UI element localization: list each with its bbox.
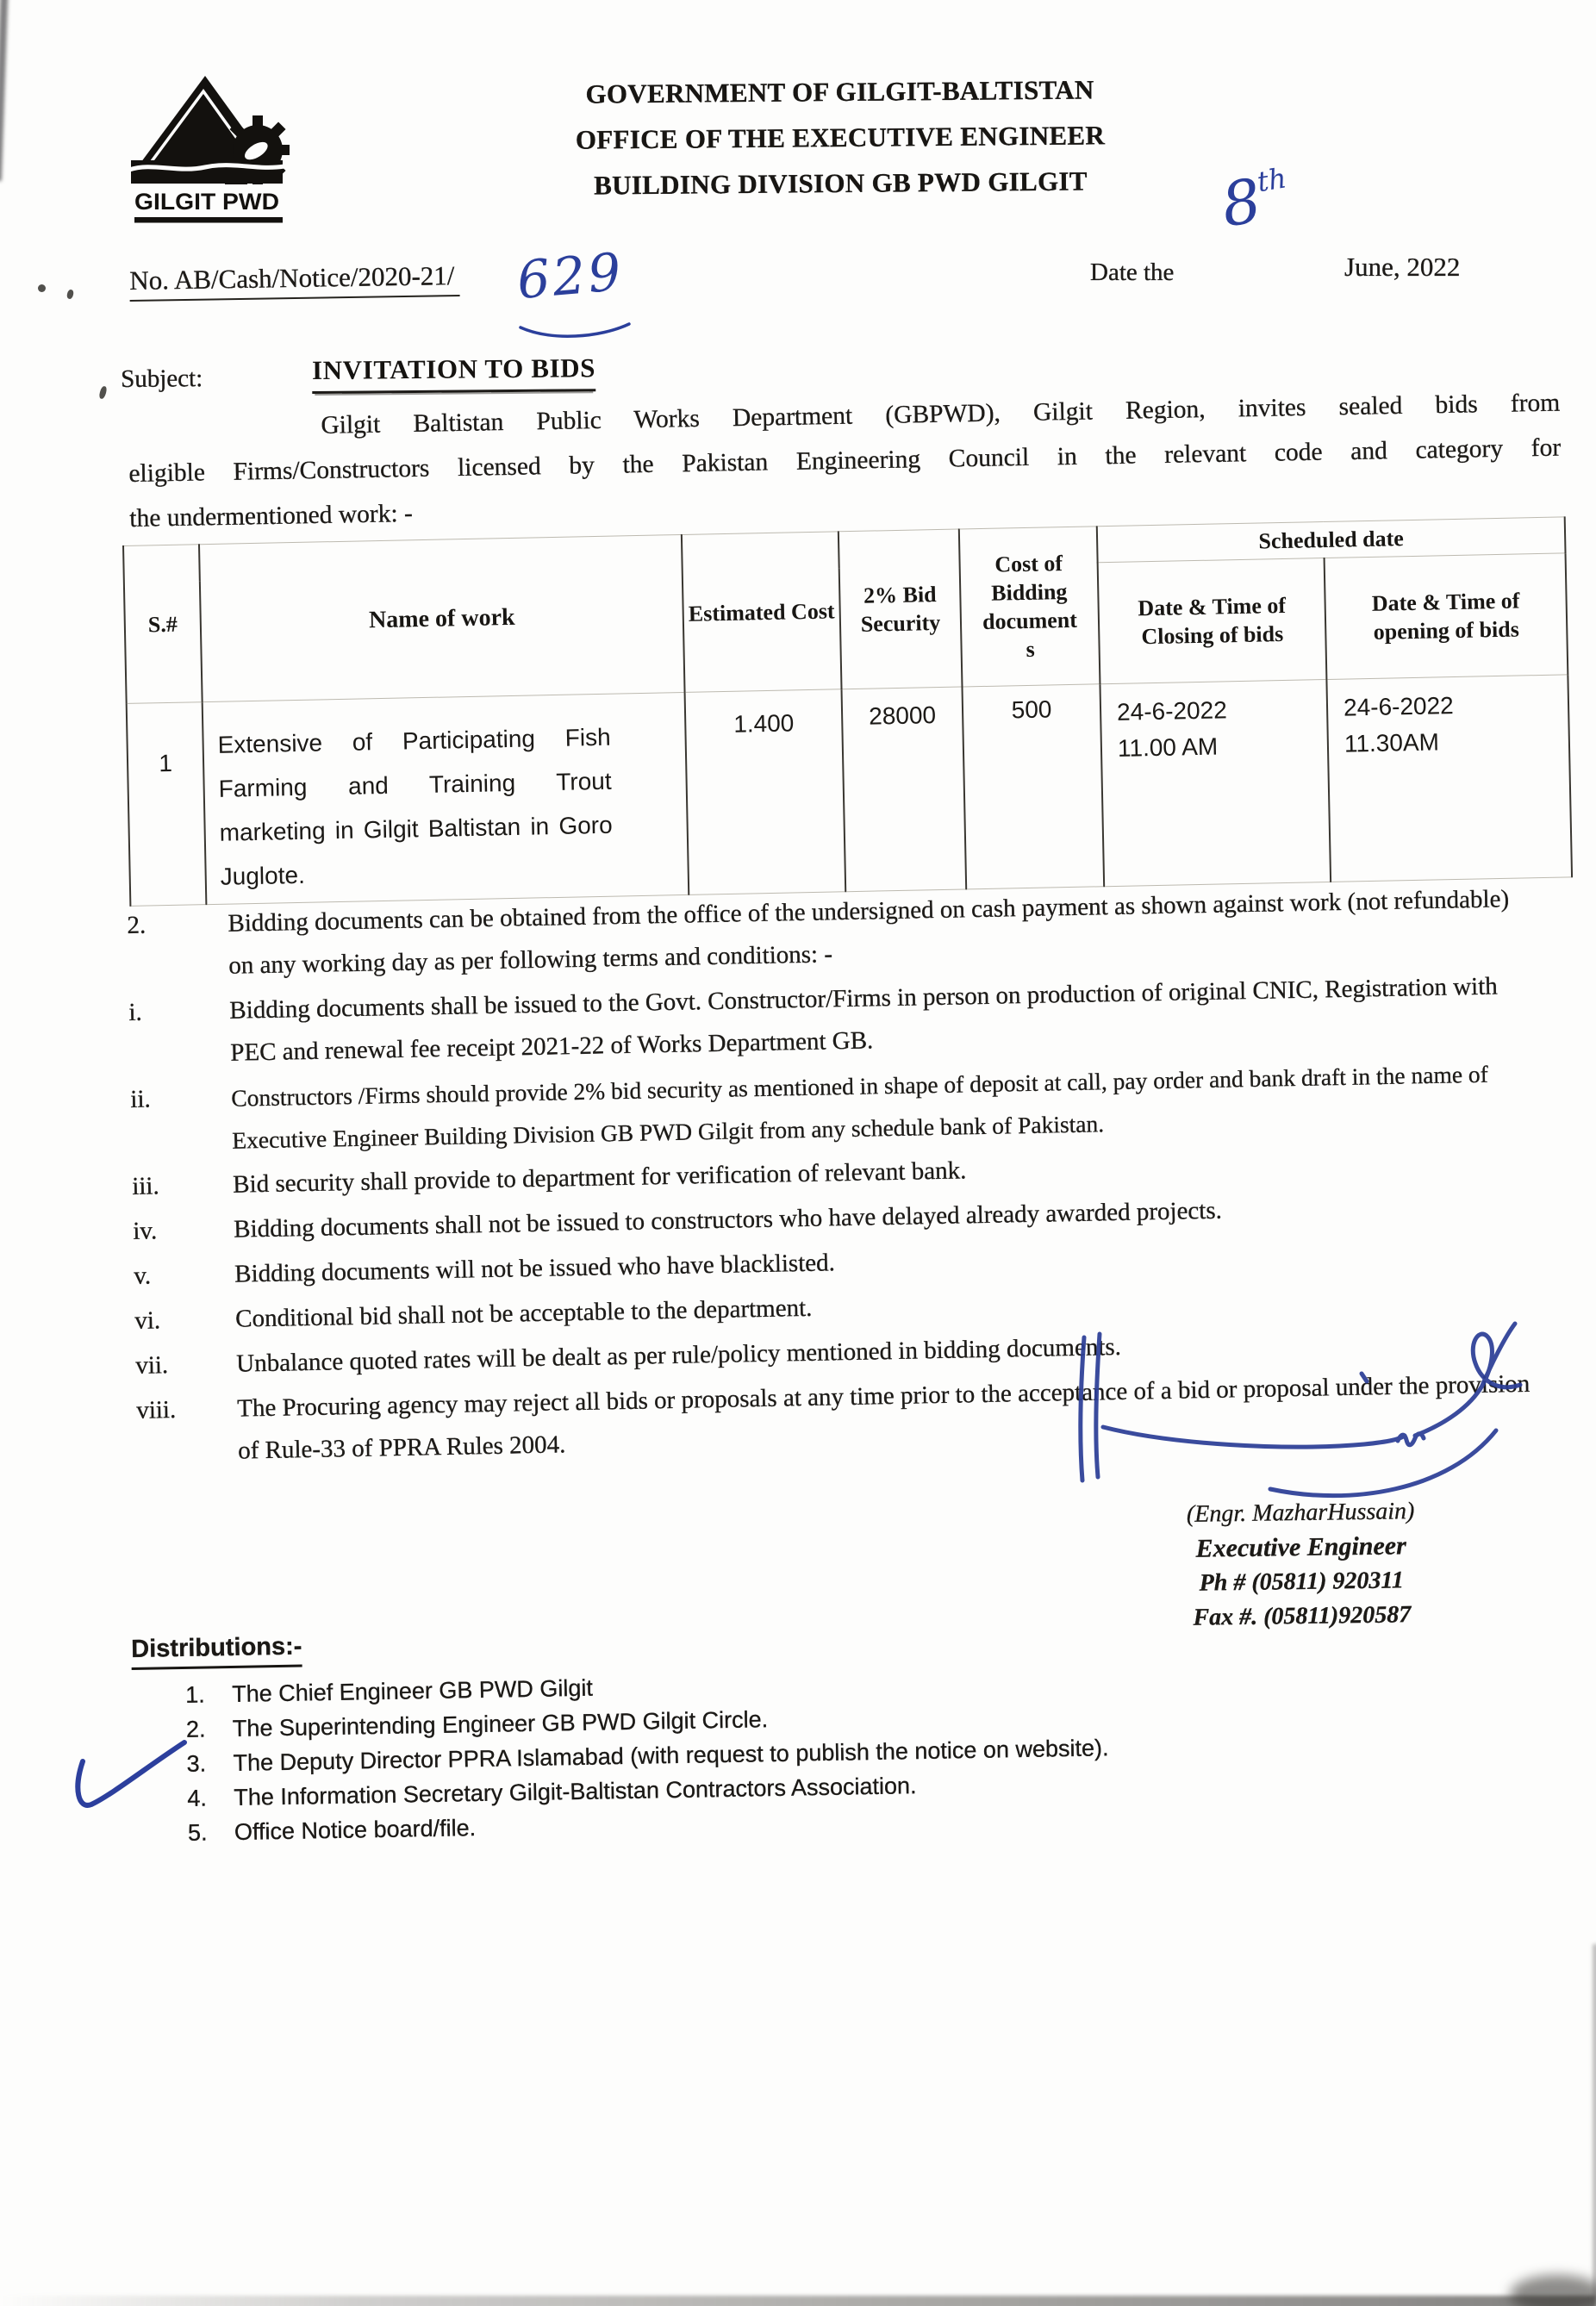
col-header-estimated-cost: Estimated Cost (682, 532, 842, 693)
opening-date: 24-6-2022 (1343, 692, 1455, 721)
closing-time: 11.00 AM (1117, 732, 1219, 762)
cell-name-of-work: Extensive of Participating Fish Farming and Training Trout marketing in Gilgit Baltistan in Goro Juglote. (203, 692, 689, 904)
org-name-line2: OFFICE OF THE EXECUTIVE ENGINEER (575, 120, 1106, 155)
subject-label: Subject: (121, 365, 203, 393)
condition-text: Constructors /Firms should provide 2% bid security as mentioned in shape of deposit at call, pay order and bank draft in the name of Executive Engineer Building Division GB PWD Gilgit from any schedule bank of Pakistan. (231, 1060, 1489, 1154)
reference-number-label: No. AB/Cash/Notice/2020-21/ (129, 260, 460, 302)
col-header-scheduled-date: Scheduled date (1097, 517, 1566, 563)
scan-dot (38, 284, 46, 292)
opening-time: 11.30AM (1344, 728, 1440, 757)
intro-line: the undermentioned work: - (129, 499, 414, 533)
distribution-text: The Information Secretary Gilgit-Baltistan Contractors Association. (234, 1773, 917, 1811)
scan-edge-artifact (1510, 2275, 1596, 2306)
condition-number: v. (133, 1262, 152, 1290)
col-header-name-of-work: Name of work (199, 534, 685, 701)
cell-estimated-cost: 1.400 (685, 689, 846, 895)
cell-bid-security: 28000 (842, 687, 967, 892)
date-label: Date the (1090, 259, 1175, 286)
col-header-serial: S.# (123, 545, 203, 704)
cell-serial: 1 (127, 702, 207, 907)
handwritten-day-number: 8 (1217, 165, 1266, 241)
condition-text: Bidding documents will not be issued who have blacklisted. (234, 1249, 836, 1288)
condition-number: ii. (130, 1085, 152, 1113)
handwritten-date-day (1217, 160, 1294, 240)
signatory-title: Executive Engineer (1195, 1531, 1407, 1563)
condition-number: i. (128, 998, 143, 1026)
col-header-bid-security: 2% Bid Security (839, 529, 963, 689)
gilgit-pwd-logo (129, 74, 290, 234)
logo-text: GILGIT PWD (134, 189, 279, 215)
col-header-opening: Date & Time of opening of bids (1325, 553, 1568, 680)
distribution-number: 3. (186, 1750, 207, 1777)
intro-paragraph (128, 381, 1562, 541)
col-header-closing: Date & Time of Closing of bids (1098, 558, 1327, 684)
distribution-number: 1. (184, 1681, 206, 1708)
handwritten-underline-stroke (519, 322, 633, 347)
condition-number: viii. (135, 1396, 177, 1424)
distributions-heading: Distributions:- (131, 1633, 302, 1670)
col-header-bidding-docs-cost: Cost of Bidding documents (959, 527, 1100, 687)
intro-line: eligible Firms/Constructors licensed by the Pakistan Engineering Council in the relevant code and category for (128, 433, 1562, 488)
distributions-section (131, 1618, 1110, 1851)
condition-text: Bidding documents shall be issued to the Govt. Constructor/Firms in person on production of original CNIC, Registration with PEC and renewal fee receipt 2021-22 of Works Department GB. (229, 972, 1499, 1067)
scan-edge-artifact (1593, 1944, 1596, 2306)
date-month-year: June, 2022 (1344, 252, 1461, 282)
handwritten-reference-number: 629 (514, 241, 627, 312)
cell-opening-datetime (1326, 675, 1572, 882)
cell-bidding-docs-cost: 500 (962, 684, 1104, 889)
condition-text: Unbalance quoted rates will be dealt as per rule/policy mentioned in bidding documents. (235, 1332, 1122, 1378)
condition-text: Bidding documents can be obtained from the office of the undersigned on cash payment as shown against work (not refundable) on any working day as per following terms and conditions: - (228, 885, 1510, 980)
signatory-block (1128, 1493, 1474, 1636)
distribution-text: The Superintending Engineer GB PWD Gilgit Circle. (232, 1706, 769, 1742)
condition-number: iii. (131, 1172, 160, 1200)
distribution-number: 2. (185, 1716, 206, 1742)
condition-number: 2. (127, 911, 147, 939)
condition-text: The Procuring agency may reject all bids or proposals at any time prior to the acceptance of a bid or proposal under the provision of Rule-33 of PPRA Rules 2004. (236, 1369, 1531, 1465)
distribution-text: The Deputy Director PPRA Islamabad (with request to publish the notice on website). (233, 1735, 1109, 1776)
cell-closing-datetime (1100, 679, 1331, 886)
scan-dot (98, 385, 108, 399)
distribution-number: 5. (187, 1819, 208, 1846)
scan-edge-artifact (0, 2296, 1596, 2306)
signatory-name: (Engr. MazharHussain) (1186, 1498, 1415, 1528)
signatory-fax: Fax #. (05811)920587 (1193, 1601, 1412, 1631)
condition-text: Conditional bid shall not be acceptable to the department. (234, 1293, 813, 1333)
condition-number: vii. (134, 1351, 169, 1380)
scan-dot (66, 289, 74, 299)
mountain-gear-logo-icon (129, 74, 290, 229)
checkmark-handwriting-icon (69, 1736, 191, 1824)
letterhead (542, 66, 1138, 209)
org-name-line3: BUILDING DIVISION GB PWD GILGIT (594, 165, 1088, 201)
condition-number: iv. (132, 1217, 158, 1245)
distribution-text: Office Notice board/file. (234, 1815, 477, 1845)
bid-table (122, 516, 1573, 907)
reference-number-line (129, 260, 460, 302)
org-name-line1: GOVERNMENT OF GILGIT-BALTISTAN (585, 74, 1094, 109)
condition-text: Bid security shall provide to department for verification of relevant bank. (232, 1156, 967, 1199)
closing-date: 24-6-2022 (1116, 696, 1228, 726)
handwritten-day-suffix: th (1255, 161, 1289, 198)
subject-title: INVITATION TO BIDS (312, 352, 595, 394)
distribution-number: 4. (187, 1785, 208, 1811)
table-row (127, 675, 1572, 907)
distribution-text: The Chief Engineer GB PWD Gilgit (231, 1674, 594, 1707)
distributions-list (185, 1661, 1110, 1850)
condition-text: Bidding documents shall not be issued to constructors who have delayed already awarded projects. (233, 1196, 1223, 1243)
signatory-phone: Ph # (05811) 920311 (1199, 1567, 1405, 1597)
subject-row (121, 352, 596, 394)
scan-edge-artifact (0, 0, 9, 181)
intro-line: Gilgit Baltistan Public Works Department (GBPWD), Gilgit Region, invites sealed bids from (321, 389, 1561, 439)
condition-number: vi. (134, 1306, 161, 1335)
